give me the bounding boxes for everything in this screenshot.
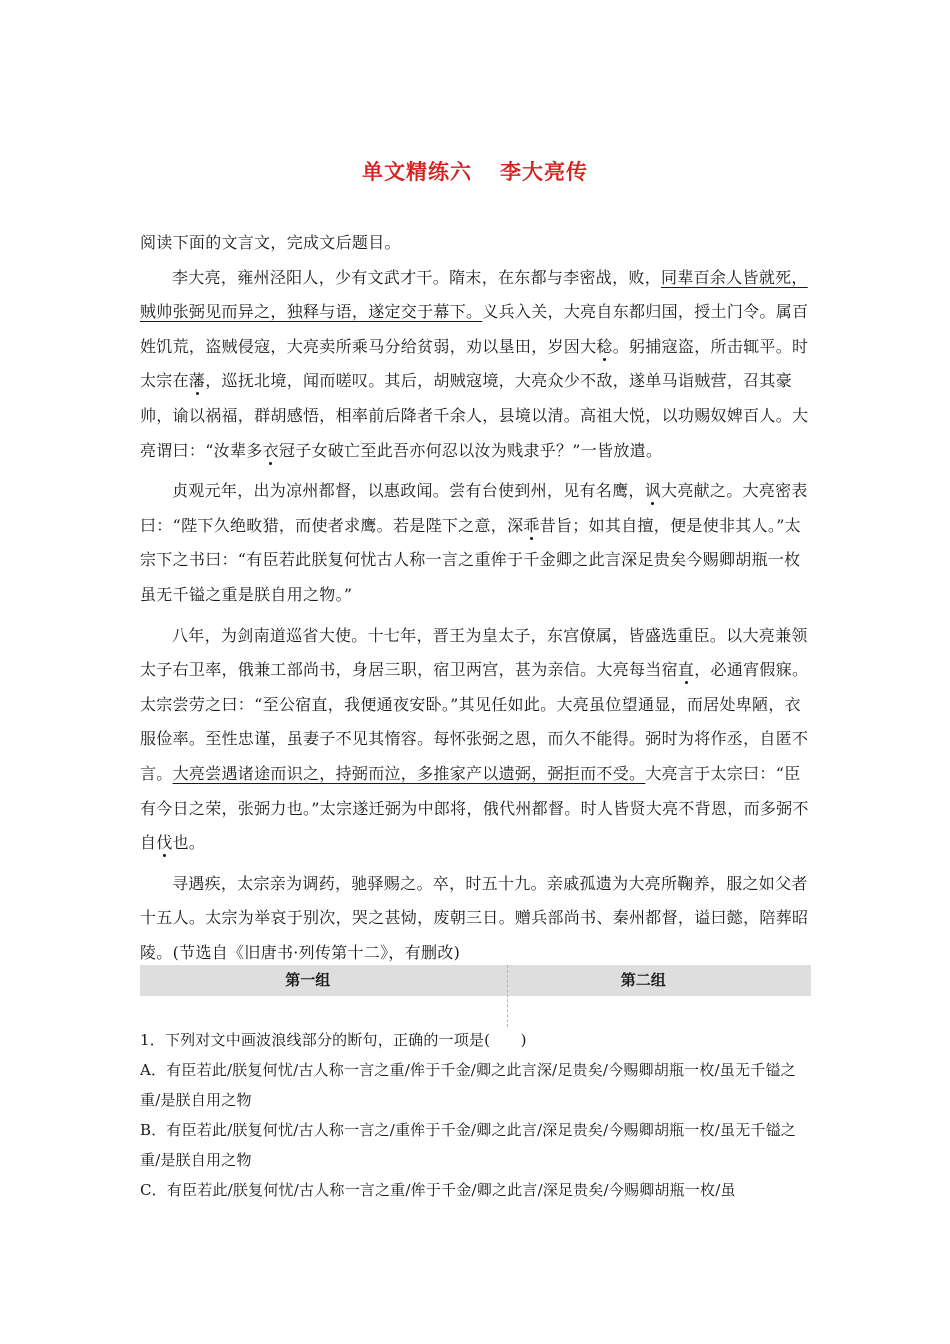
underlined-sentence: 同辈百余人皆就死，贼帅张弼见而异之，独释与语，遂定交于幕下。 <box>140 267 808 322</box>
text-run: 贞观元年，出为凉州都督，以惠政闻。尝有台使到州，见有名鹰， <box>172 481 645 501</box>
dotted-character: 讽 <box>644 481 662 501</box>
paragraph-1 <box>140 261 812 469</box>
paragraph-3 <box>140 619 812 861</box>
text-run: 李大亮，雍州泾阳人，少有文武才干。隋末，在东都与李密战，败， <box>172 267 662 287</box>
group-tab-bar <box>140 965 811 996</box>
tab-group-1[interactable]: 第一组 <box>285 971 331 989</box>
dotted-character: 直 <box>677 660 695 680</box>
page-title <box>0 156 950 186</box>
text-run: 义兵入关，大亮自东都归国，授土门令。属百姓饥荒，盗贼侵寇，大亮卖所乘马分给贫弱，劝以垦田，岁因大 <box>140 302 809 356</box>
text-run: 也。 <box>172 833 206 853</box>
tab-divider <box>507 965 508 1027</box>
option-c: C．有臣若此/朕复何忧/古人称一言之重/侔于千金/卿之此言/深足贵矣/今赐卿胡瓶一枚/虽 <box>140 1181 736 1199</box>
title-part-2: 李大亮传 <box>500 160 588 184</box>
underlined-sentence: 大亮尝遇诸途而识之，持弼而泣，多推家产以遗弼，弼拒而不受。 <box>172 763 646 783</box>
text-run: 。躬捕寇盗，所击辄平。时太宗在 <box>140 336 809 391</box>
dotted-character: 伐 <box>156 833 173 853</box>
option-b: B．有臣若此/朕复何忧/古人称一言之/重侔于千金/卿之此言/深足贵矣/今赐卿胡瓶一枚/虽无千镒之重/是朕自用之物 <box>140 1121 797 1169</box>
option-a: A．有臣若此/朕复何忧/古人称一言之重/侔于千金/卿之此言深/足贵矣/今赐卿胡瓶一枚/虽无千镒之重/是朕自用之物 <box>140 1061 796 1109</box>
dotted-character: 衣 <box>262 440 279 460</box>
paragraph-4: 寻遇疾，太宗亲为调药，驰驿赐之。卒，时五十九。亲戚孤遗为大亮所鞠养，服之如父者十五人。太宗为举哀于别次，哭之甚恸，废朝三日。赠兵部尚书、秦州都督，谥曰懿，陪葬昭陵。(节选自《旧唐书·列传第十二》，有删改) <box>140 873 809 962</box>
instruction-text: 阅读下面的文言文，完成文后题目。 <box>140 233 401 252</box>
text-run: 大亮献之。大亮密表曰：“陛下久绝畋猎，而使者求鹰。若是陛下之意，深 <box>140 481 808 535</box>
text-run: ，巡抚北境，闻而嗟叹。其后，胡贼寇境，大亮众少不敌，遂单马诣贼营，召其豪帅，谕以祸福，群胡感悟，相率前后降者千余人，县境以清。高祖大悦，以功赐奴婢百人。大亮谓曰：“汝辈多 <box>140 371 809 460</box>
passage <box>140 226 812 970</box>
dotted-character: 藩 <box>188 371 206 391</box>
dotted-character: 乖 <box>523 515 540 535</box>
text-run: 大亮言于太宗曰：“臣有今日之荣，张弼力也。”太宗遂迁弼为中郎将，俄代州都督。时人皆贤大亮不背恩，而多弼不自 <box>140 763 809 853</box>
text-run: 冠子女破亡至此吾亦何忍以汝为贱隶乎？”一皆放遣。 <box>278 440 663 460</box>
paragraph-2 <box>140 474 812 612</box>
text-run: 昔旨；如其自擅，便是使非其人。”太宗下之书曰：“有臣若此朕复何忧古人称一言之重侔于千金卿之此言深足贵矣今赐卿胡瓶一枚虽无千镒之重是朕自用之物。” <box>140 515 801 604</box>
question-1 <box>140 1025 812 1205</box>
tab-group-2[interactable]: 第二组 <box>620 971 666 989</box>
title-part-1: 单文精练六 <box>362 160 472 184</box>
text-run: ，必通宵假寐。太宗尝劳之曰：“至公宿直，我便通夜安卧。”其见任如此。大亮虽位望通显，而居处卑陋，衣服俭率。至性忠谨，虽妻子不见其惰容。每怀张弼之恩，而久不能得。弼时为将作丞，自匿不言。 <box>140 660 809 783</box>
text-run: 八年，为剑南道巡省大使。十七年，晋王为皇太子，东宫僚属，皆盛选重臣。以大亮兼领太子右卫率，俄兼工部尚书，身居三职，宿卫两宫，甚为亲信。大亮每当宿 <box>140 625 808 680</box>
question-stem: 1．下列对文中画波浪线部分的断句，正确的一项是( ) <box>140 1031 527 1049</box>
dotted-character: 稔 <box>596 336 613 356</box>
